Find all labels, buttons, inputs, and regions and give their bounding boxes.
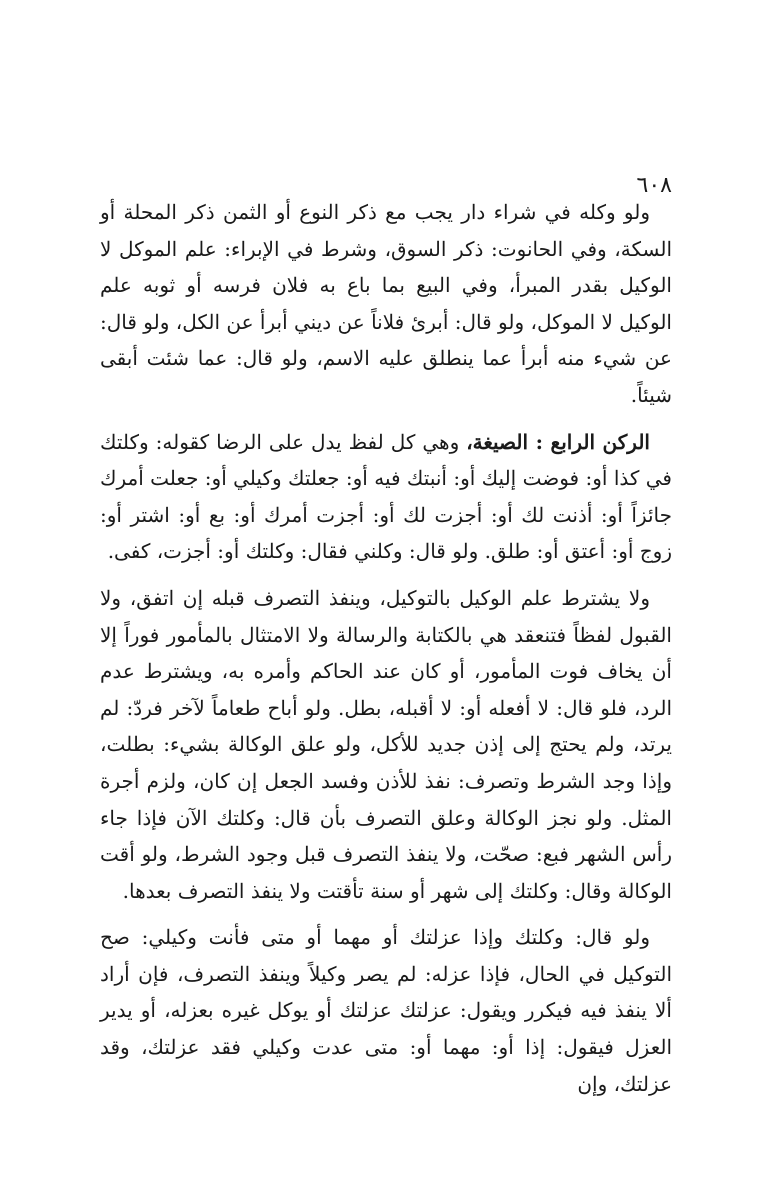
paragraph-2-text: وهي كل لفظ يدل على الرضا كقوله: وكلتك في كذا أو: فوضت إليك أو: أنبتك فيه أو: جعلتك وكيلي أو: جعلت أمرك جائزاً أو: أذنت لك أو: أجزت لك أو: أجزت أمرك أو: بع أو: اشتر أو: زوج أو: أعتق أو: طلق. ولو قال: وكلني فقال: وكلتك أو: أجزت، كفى. xyxy=(100,429,672,564)
paragraph-3-text: ولا يشترط علم الوكيل بالتوكيل، وينفذ التصرف قبله إن اتفق، ولا القبول لفظاً فتنعقد هي بالكتابة والرسالة ولا الامتثال بالمأمور فوراً إلا أن يخاف فوت المأمور، أو كان عند الحاكم وأمره به، ويشترط عدم الرد، فلو قال: لا أفعله أو: لا أقبله، بطل. ولو أباح طعاماً لآخر فردّ: لم يرتد، ولم يحتج إلى إذن جديد للأكل، ولو علق الوكالة بشيء: بطلت، وإذا وجد الشرط وتصرف: نفذ للأذن وفسد الجعل إن كان، ولزم أجرة المثل. ولو نجز الوكالة وعلق التصرف بأن قال: وكلتك الآن فإذا جاء رأس الشهر فبع: صحّت، ولا ينفذ التصرف قبل وجود الشرط، ولو أقت الوكالة وقال: وكلتك إلى شهر أو سنة تأقتت ولا ينفذ التصرف بعدها. xyxy=(100,585,672,903)
paragraph-3 xyxy=(100,580,672,909)
paragraph-4-text: ولو قال: وكلتك وإذا عزلتك أو مهما أو متى فأنت وكيلي: صح التوكيل في الحال، فإذا عزله: لم يصر وكيلاً وينفذ التصرف، فإن أراد ألا ينفذ فيه فيكرر ويقول: عزلتك عزلتك أو يوكل غيره بعزله، أو يدير العزل فيقول: إذا أو: مهما أو: متى عدت وكيلي فقد عزلتك، وقد عزلتك، وإن xyxy=(100,925,672,1096)
paragraph-1-text: ولو وكله في شراء دار يجب مع ذكر النوع أو الثمن ذكر المحلة أو السكة، وفي الحانوت: ذكر السوق، وشرط في الإبراء: علم الموكل لا الوكيل بقدر المبرأ، وفي البيع بما باع به فلان فرسه أو ثوبه علم الوكيل لا الموكل، ولو قال: أبرئ فلاناً عن ديني أبرأ عن الكل، ولو قال: عن شيء منه أبرأ عما ينطلق عليه الاسم، ولو قال: عما شئت أبقى شيئاً. xyxy=(100,200,672,407)
paragraph-4 xyxy=(100,919,672,1102)
paragraph-1 xyxy=(100,194,672,414)
page-body xyxy=(100,194,672,1102)
page-number: ٦٠٨ xyxy=(636,173,672,198)
paragraph-2 xyxy=(100,424,672,570)
section-heading: الركن الرابع : الصيغة، xyxy=(466,429,650,454)
